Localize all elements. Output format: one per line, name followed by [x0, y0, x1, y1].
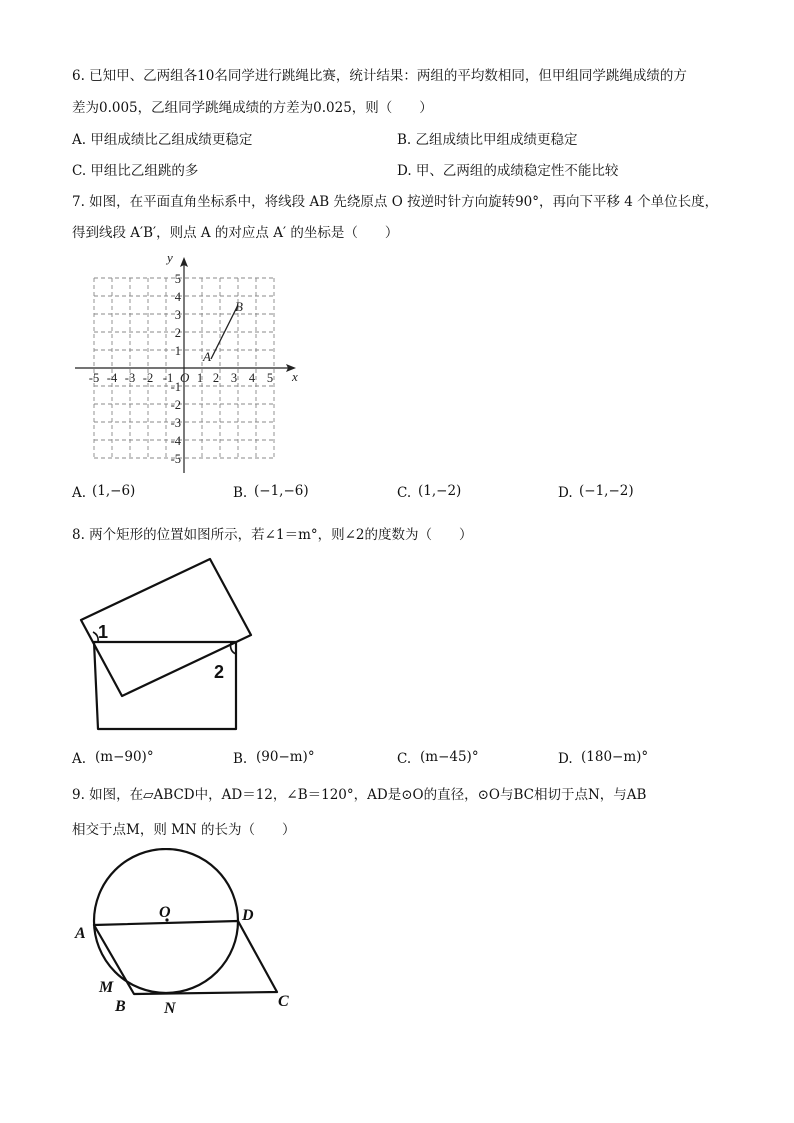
- q7-y-tick: -1: [170, 380, 181, 394]
- q7-option-a-value: (1,−6): [92, 483, 136, 499]
- q9-circle-parallelogram-figure: [70, 848, 310, 1023]
- q9-parallelogram-abcd: [94, 921, 277, 994]
- q7-stem-line1: 7. 如图，在平面直角坐标系中，将线段 AB 先绕原点 O 按逆时针方向旋转90°，再向下平移 4 个单位长度，: [72, 194, 719, 210]
- q7-coordinate-figure: [70, 245, 310, 475]
- q6-option-c: C. 甲组比乙组跳的多: [72, 163, 199, 179]
- q7-x-tick: -5: [88, 371, 100, 385]
- q8-option-b-letter: B.: [233, 751, 248, 767]
- q9-stem-line1: 9. 如图，在▱ABCD中，AD＝12，∠B＝120°，AD是⊙O的直径，⊙O与BC相切于点N，与AB: [72, 787, 647, 803]
- q9-label-m: M: [99, 979, 114, 996]
- q8-option-d-value: (180−m)°: [581, 749, 649, 765]
- q7-option-a-letter: A.: [72, 485, 87, 501]
- q7-option-c-value: (1,−2): [418, 483, 462, 499]
- q9-label-o: O: [159, 904, 171, 921]
- q8-option-a-value: (m−90)°: [95, 749, 154, 765]
- q8-angle1-label: 1: [98, 622, 109, 642]
- q7-point-b-label: B: [235, 299, 243, 314]
- q7-point-a-label: A: [203, 349, 211, 364]
- q7-y-tick: 4: [174, 290, 181, 304]
- q7-x-tick: -1: [162, 371, 174, 385]
- q7-y-tick: 3: [174, 308, 181, 322]
- q8-angle2-label: 2: [214, 662, 225, 682]
- q7-x-tick: -3: [124, 371, 136, 385]
- q7-x-tick: 2: [212, 371, 220, 385]
- q7-option-d-letter: D.: [558, 485, 573, 501]
- q9-stem-line2: 相交于点M，则 MN 的长为（ ）: [72, 822, 296, 838]
- q6-option-a: A. 甲组成绩比乙组成绩更稳定: [72, 132, 253, 148]
- q9-label-b: B: [115, 998, 126, 1015]
- q9-label-c: C: [278, 993, 289, 1010]
- q8-option-d-letter: D.: [558, 751, 573, 767]
- q7-x-tick: 1: [196, 371, 204, 385]
- q7-option-b-value: (−1,−6): [254, 483, 309, 499]
- q7-y-tick: -4: [170, 434, 181, 448]
- q9-label-n: N: [164, 1000, 176, 1017]
- q7-x-tick: 3: [230, 371, 238, 385]
- q8-rectangles-figure: [76, 552, 261, 737]
- q7-y-tick: -5: [170, 452, 181, 466]
- q7-y-tick: 2: [174, 326, 181, 340]
- q8-option-c-value: (m−45)°: [420, 749, 479, 765]
- q8-option-b-value: (90−m)°: [256, 749, 315, 765]
- q7-y-tick: -2: [170, 398, 181, 412]
- q7-y-label: y: [167, 250, 173, 265]
- q6-option-d: D. 甲、乙两组的成绩稳定性不能比较: [397, 163, 619, 179]
- q8-stem-line1: 8. 两个矩形的位置如图所示，若∠1＝m°，则∠2的度数为（ ）: [72, 527, 473, 543]
- q6-stem-line2: 差为0.005，乙组同学跳绳成绩的方差为0.025，则（ ）: [72, 100, 433, 116]
- q7-x-label: x: [292, 369, 298, 384]
- q6-option-b: B. 乙组成绩比甲组成绩更稳定: [397, 132, 578, 148]
- q7-stem-line2: 得到线段 A′B′，则点 A 的对应点 A′ 的坐标是（ ）: [72, 225, 399, 241]
- q7-y-tick: 5: [174, 272, 181, 286]
- q7-y-tick: -3: [170, 416, 181, 430]
- q7-x-tick: -4: [106, 371, 118, 385]
- q7-x-tick: 4: [248, 371, 256, 385]
- q8-option-c-letter: C.: [397, 751, 412, 767]
- q9-label-d: D: [242, 907, 254, 924]
- q7-option-b-letter: B.: [233, 485, 248, 501]
- q6-stem-line1: 6. 已知甲、乙两组各10名同学进行跳绳比赛，统计结果：两组的平均数相同，但甲组同学跳绳成绩的方: [72, 68, 687, 84]
- q7-y-tick: 1: [174, 344, 181, 358]
- q7-option-d-value: (−1,−2): [579, 483, 634, 499]
- q7-option-c-letter: C.: [397, 485, 412, 501]
- q9-label-a: A: [75, 925, 86, 942]
- q8-option-a-letter: A.: [72, 751, 87, 767]
- q7-x-tick: 5: [266, 371, 274, 385]
- q7-x-tick: -2: [142, 371, 154, 385]
- q7-origin-label: O: [180, 370, 190, 385]
